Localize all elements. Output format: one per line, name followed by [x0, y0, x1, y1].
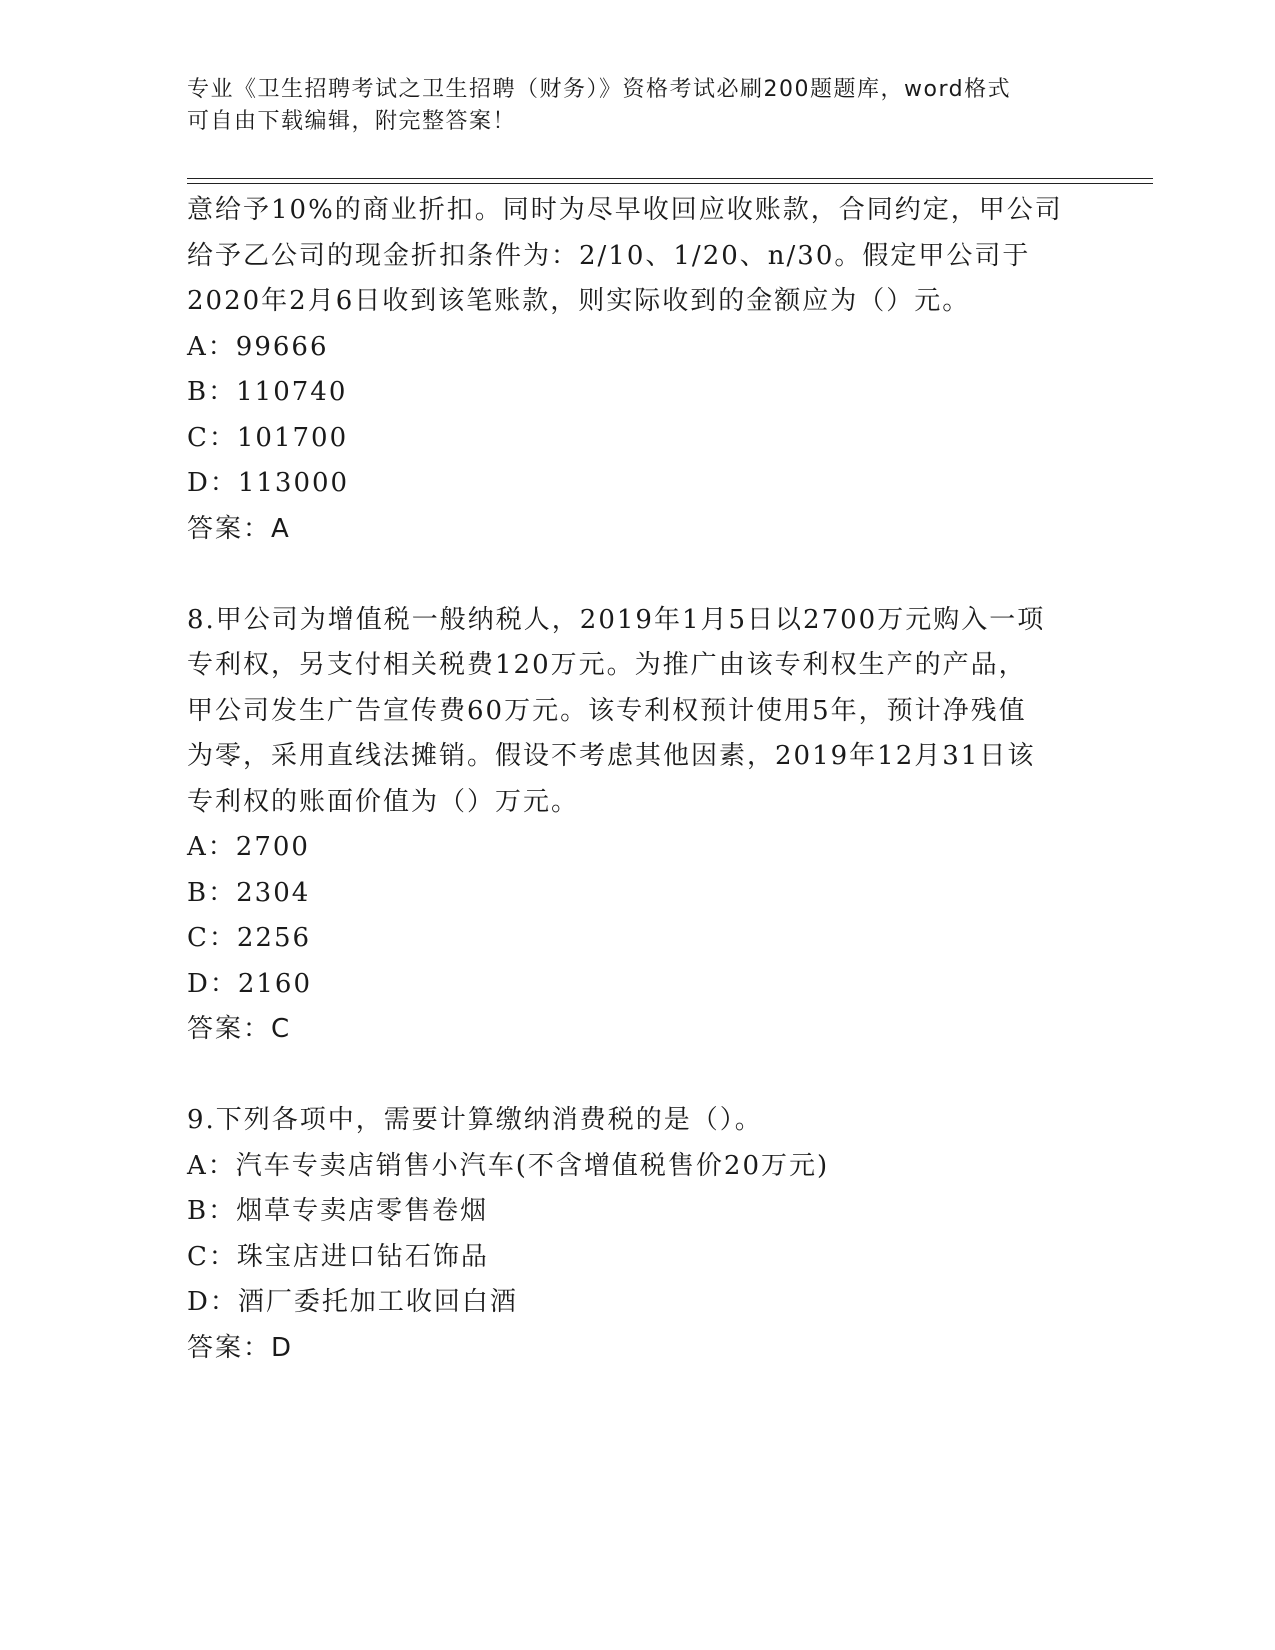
question-9: [187, 1098, 1087, 1371]
header-rule-bottom: [187, 183, 1153, 184]
option-d: D：113000: [187, 468, 350, 498]
option-a: A：99666: [187, 331, 329, 362]
question-stem-line: 甲公司发生广告宣传费60万元。该专利权预计使用5年，预计净残值: [187, 695, 1027, 726]
option-d: D：2160: [187, 968, 313, 999]
option-a: A：2700: [187, 832, 310, 862]
header-line-2: 可自由下载编辑，附完整答案！: [187, 109, 517, 134]
option-b: B：110740: [187, 377, 348, 407]
option-b: B：2304: [187, 877, 311, 908]
question-stem-line: 专利权的账面价值为（）万元。: [187, 786, 580, 817]
question-stem-line: 给予乙公司的现金折扣条件为：2/10、1/20、n/30。假定甲公司于: [187, 240, 1031, 271]
header-rule-top: [187, 178, 1153, 179]
question-8: [187, 598, 1087, 1053]
answer-line: 答案：C: [187, 1014, 292, 1044]
option-c: C：101700: [187, 422, 349, 453]
question-content: [187, 188, 1087, 1371]
question-stem-line: 2020年2月6日收到该笔账款，则实际收到的金额应为（）元。: [187, 286, 971, 316]
answer-line: 答案：D: [187, 1332, 294, 1363]
option-b: B：烟草专卖店零售卷烟: [187, 1196, 489, 1226]
question-stem-line: 意给予10%的商业折扣。同时为尽早收回应收账款，合同约定，甲公司: [187, 195, 1063, 225]
option-d: D：酒厂委托加工收回白酒: [187, 1287, 518, 1317]
spacer: [187, 1053, 1087, 1099]
answer-line: 答案：A: [187, 513, 291, 544]
option-a: A：汽车专卖店销售小汽车(不含增值税售价20万元): [187, 1150, 830, 1181]
option-c: C：珠宝店进口钻石饰品: [187, 1241, 489, 1272]
spacer: [187, 552, 1087, 598]
header-line-1: 专业《卫生招聘考试之卫生招聘（财务）》资格考试必刷200题题库，word格式: [187, 77, 1012, 102]
question-stem-line: 为零，采用直线法摊销。假设不考虑其他因素，2019年12月31日该: [187, 741, 1036, 771]
question-stem-line: 9.下列各项中，需要计算缴纳消费税的是（）。: [187, 1105, 763, 1135]
question-stem-line: 8.甲公司为增值税一般纳税人，2019年1月5日以2700万元购入一项: [187, 604, 1046, 635]
option-c: C：2256: [187, 923, 312, 953]
document-header: [187, 74, 1067, 138]
question-7: [187, 188, 1087, 552]
question-stem-line: 专利权，另支付相关税费120万元。为推广由该专利权生产的产品，: [187, 650, 1027, 680]
